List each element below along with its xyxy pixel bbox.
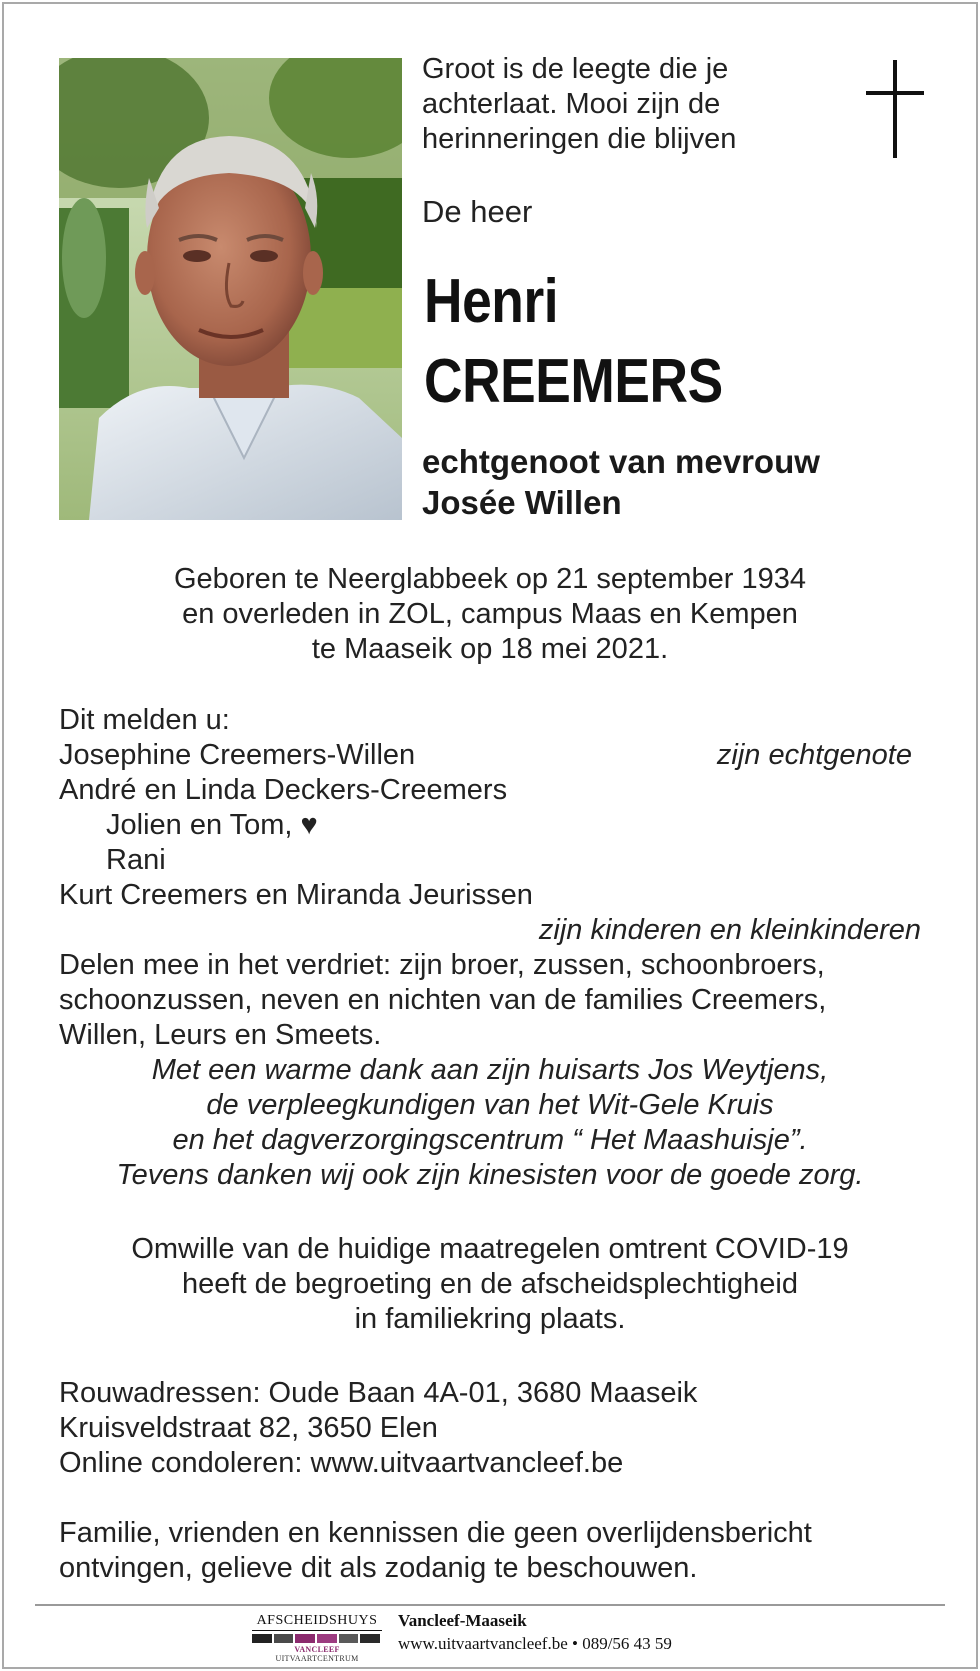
covid-line: heeft de begroeting en de afscheidsplechtigheid	[182, 1268, 798, 1300]
cross-icon	[866, 60, 924, 160]
logo-bar	[295, 1634, 315, 1643]
sharing-line: Willen, Leurs en Smeets.	[59, 1019, 382, 1051]
family-grandchild: Rani	[106, 844, 166, 876]
thanks-line: de verpleegkundigen van het Wit-Gele Kruis	[206, 1089, 774, 1121]
death-line: te Maaseik op 18 mei 2021.	[311, 633, 669, 665]
closing-line: ontvingen, gelieve dit als zodanig te beschouwen.	[59, 1552, 698, 1584]
logo-bar	[339, 1634, 359, 1643]
sharing-line: schoonzussen, neven en nichten van de families Creemers,	[59, 984, 827, 1016]
quote-line: achterlaat. Mooi zijn de	[422, 88, 721, 120]
memorial-quote	[422, 52, 822, 157]
family-grandchild: Jolien en Tom, ♥	[106, 809, 318, 841]
family-wife: Josephine Creemers-Willen	[59, 739, 416, 771]
family-sharing	[59, 948, 826, 1053]
closing-line: Familie, vrienden en kennissen die geen overlijdensbericht	[59, 1517, 812, 1549]
closing-note	[59, 1516, 812, 1586]
salutation: De heer	[422, 194, 533, 229]
quote-line: herinneringen die blijven	[422, 123, 737, 155]
sharing-line: Delen mee in het verdriet: zijn broer, zussen, schoonbroers,	[59, 949, 825, 981]
spouse-line: echtgenoot van mevrouw	[422, 443, 820, 480]
birth-death-info	[0, 562, 980, 667]
family-intro: Dit melden u:	[59, 704, 230, 736]
logo-brand: VANCLEEF	[294, 1645, 340, 1654]
thanks-message	[0, 1053, 980, 1193]
spouse-name: Josée Willen	[422, 484, 622, 521]
mourning-addresses	[59, 1376, 697, 1481]
undertaker-contact[interactable]: www.uitvaartvancleef.be • 089/56 43 59	[398, 1634, 672, 1653]
thanks-line: Met een warme dank aan zijn huisarts Jos Weytjens,	[151, 1054, 829, 1086]
logo-bars	[252, 1634, 382, 1643]
logo-sub-text: UITVAARTCENTRUM	[275, 1654, 359, 1663]
covid-notice	[0, 1232, 980, 1337]
family-wife-role: zijn echtgenote	[716, 739, 912, 771]
address-line: Rouwadressen: Oude Baan 4A-01, 3680 Maaseik	[59, 1377, 698, 1409]
quote-line: Groot is de leegte die je	[422, 53, 729, 85]
covid-line: in familiekring plaats.	[354, 1303, 626, 1335]
thanks-line: Tevens danken wij ook zijn kinesisten voor de goede zorg.	[116, 1159, 864, 1191]
covid-line: Omwille van de huidige maatregelen omtrent COVID-19	[131, 1233, 849, 1265]
family-child: Kurt Creemers en Miranda Jeurissen	[59, 879, 533, 911]
logo-bar	[274, 1634, 294, 1643]
death-line: en overleden in ZOL, campus Maas en Kempen	[182, 598, 798, 630]
logo-bar	[360, 1634, 380, 1643]
deceased-first-name: Henri	[424, 267, 559, 336]
logo-subtitle	[252, 1645, 382, 1663]
logo-bar	[252, 1634, 272, 1643]
birth-line: Geboren te Neerglabbeek op 21 september 1934	[174, 563, 806, 595]
deceased-last-name: CREEMERS	[424, 347, 723, 416]
undertaker-name: Vancleef-Maaseik	[398, 1611, 527, 1630]
condolence-link[interactable]: Online condoleren: www.uitvaartvancleef.be	[59, 1447, 624, 1479]
funeral-home-logo	[252, 1612, 382, 1663]
logo-title: AFSCHEIDSHUYS	[252, 1612, 382, 1631]
thanks-line: en het dagverzorgingscentrum “ Het Maashuisje”.	[172, 1124, 808, 1156]
family-child: André en Linda Deckers-Creemers	[59, 774, 508, 806]
footer-divider	[35, 1604, 945, 1606]
family-children-role: zijn kinderen en kleinkinderen	[538, 914, 921, 946]
logo-bar	[317, 1634, 337, 1643]
portrait-photo	[59, 58, 402, 520]
address-line: Kruisveldstraat 82, 3650 Elen	[59, 1412, 438, 1444]
